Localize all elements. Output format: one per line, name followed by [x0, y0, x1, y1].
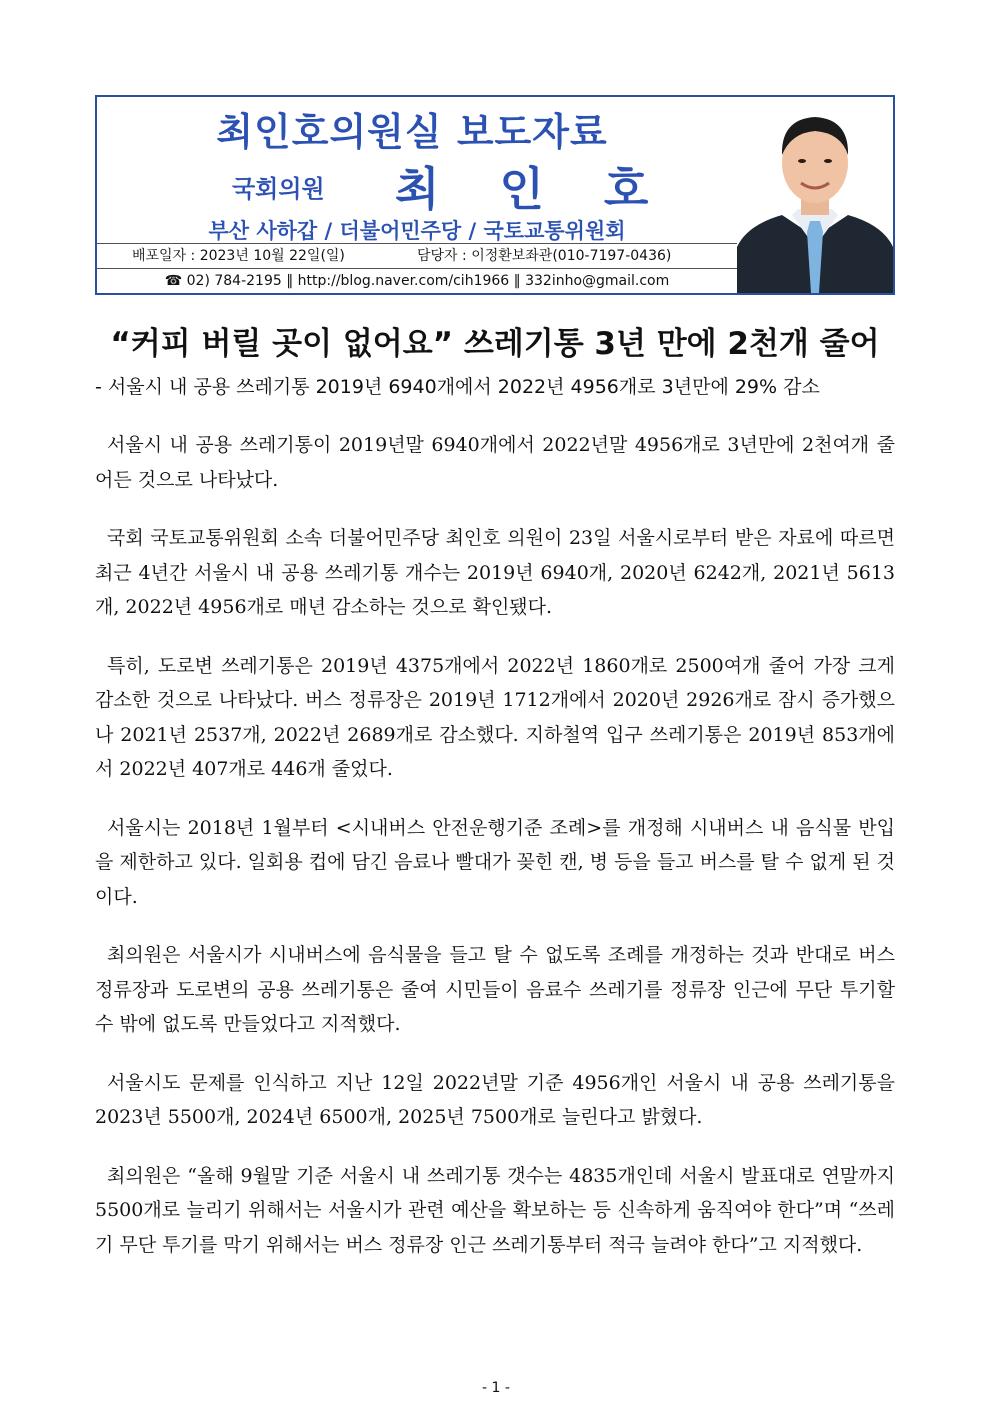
- page-number: - 1 -: [482, 1380, 510, 1396]
- paragraph: 특히, 도로변 쓰레기통은 2019년 4375개에서 2022년 1860개로 2500여개 줄어 가장 크게 감소한 것으로 나타났다. 버스 정류장은 2019년 1712개에서 2020년 2926개로 잠시 증가했으나 2021년 2537개, 2022년 2689개로 감소했다. 지하철역 입구 쓰레기통은 2019년 853개에서 2022년 407개로 446개 줄었다.: [95, 654, 895, 780]
- contact-person: 담당자 : 이정환보좌관(010-7197-0436): [417, 248, 672, 264]
- paragraph: 최의원은 서울시가 시내버스에 음식물을 들고 탈 수 없도록 조례를 개정하는 것과 반대로 버스 정류장과 도로변의 공용 쓰레기통은 줄여 시민들이 음료수 쓰레기를 정류장 인근에 무단 투기할 수 밖에 없도록 만들었다고 지적했다.: [95, 944, 895, 1035]
- release-info-line: [97, 243, 737, 268]
- paragraph: 서울시 내 공용 쓰레기통이 2019년말 6940개에서 2022년말 4956개로 3년만에 2천여개 줄어든 것으로 나타났다.: [95, 434, 895, 491]
- press-release-header: [95, 95, 895, 295]
- paragraph: 국회 국토교통위원회 소속 더불어민주당 최인호 의원이 23일 서울시로부터 받은 자료에 따르면 최근 4년간 서울시 내 공용 쓰레기통 개수는 2019년 6940개, 2020년 6242개, 2021년 5613개, 2022년 4956개로 매년 감소하는 것으로 확인됐다.: [95, 527, 895, 618]
- contact-info-line: [97, 268, 737, 293]
- member-affiliation: 부산 사하갑 / 더불어민주당 / 국토교통위원회: [208, 219, 626, 243]
- contact-details: ☎ 02) 784-2195 ‖ http://blog.naver.com/cih1966 ‖ 332inho@gmail.com: [164, 273, 670, 289]
- paragraph: 서울시는 2018년 1월부터 <시내버스 안전운행기준 조례>를 개정해 시내버스 내 음식물 반입을 제한하고 있다. 일회용 컵에 담긴 음료나 빨대가 꽂힌 캔, 병 등을 들고 버스를 탈 수 없게 된 것이다.: [95, 816, 895, 908]
- headline: “커피 버릴 곳이 없어요” 쓰레기통 3년 만에 2천개 줄어: [110, 326, 880, 362]
- member-role: 국회의원: [232, 175, 325, 203]
- paragraph: 서울시도 문제를 인식하고 지난 12일 2022년말 기준 4956개인 서울시 내 공용 쓰레기통을 2023년 5500개, 2024년 6500개, 2025년 7500개로 늘린다고 밝혔다.: [95, 1071, 895, 1128]
- paragraph: 최의원은 “올해 9월말 기준 서울시 내 쓰레기통 갯수는 4835개인데 서울시 발표대로 연말까지 5500개로 늘리기 위해서는 서울시가 관련 예산을 확보하는 등 신속하게 움직여야 한다”며 “쓰레기 무단 투기를 막기 위해서는 버스 정류장 인근 쓰레기통부터 적극 늘려야 한다”고 지적했다.: [95, 1164, 895, 1256]
- subheadline: - 서울시 내 공용 쓰레기통 2019년 6940개에서 2022년 4956개로 3년만에 29% 감소: [95, 376, 820, 398]
- member-name: 최 인 호: [395, 162, 671, 216]
- article-body: [95, 428, 895, 1286]
- press-release-title: 최인호의원실 보도자료: [216, 110, 608, 154]
- release-date: 배포일자 : 2023년 10월 22일(일): [132, 248, 345, 264]
- header-text-area: [97, 97, 737, 293]
- member-portrait: [737, 97, 893, 293]
